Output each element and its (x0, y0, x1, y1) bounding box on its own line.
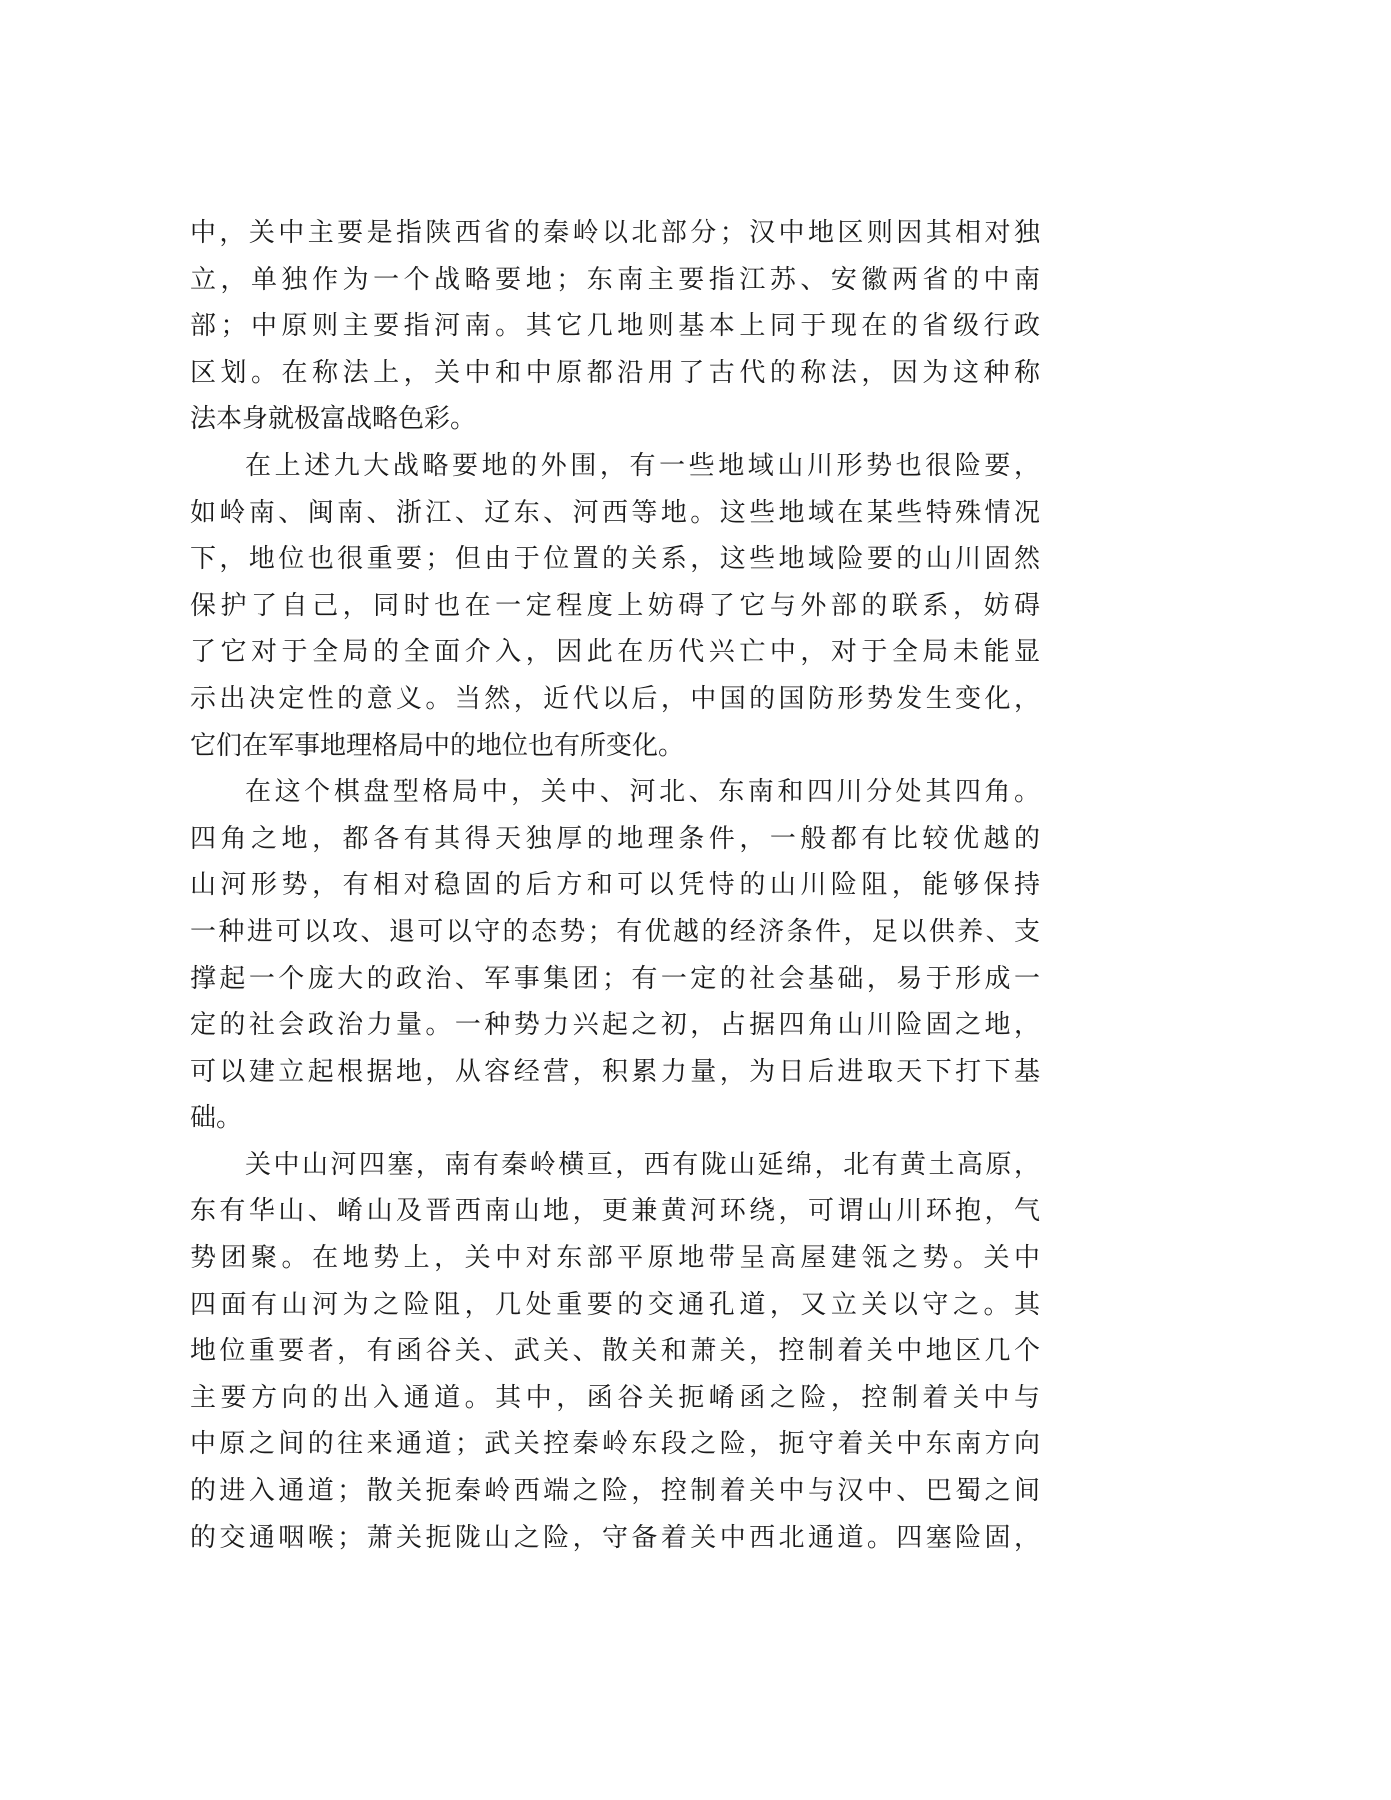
paragraph-first-line: 关中山河四塞，南有秦岭横亘，西有陇山延绵，北有黄土高原， (245, 1149, 1040, 1180)
text-line: 撑起一个庞大的政治、军事集团；有一定的社会基础，易于形成一 (190, 963, 1040, 994)
text-line: 它们在军事地理格局中的地位也有所变化。 (190, 730, 685, 761)
text-line: 的交通咽喉；萧关扼陇山之险，守备着关中西北通道。四塞险固， (190, 1522, 1040, 1553)
text-line: 保护了自己，同时也在一定程度上妨碍了它与外部的联系，妨碍 (190, 590, 1040, 621)
text-line: 地位重要者，有函谷关、武关、散关和萧关，控制着关中地区几个 (190, 1336, 1040, 1367)
text-line: 山河形势，有相对稳固的后方和可以凭恃的山川险阻，能够保持 (190, 870, 1040, 901)
text-line: 立，单独作为一个战略要地；东南主要指江苏、安徽两省的中南 (190, 264, 1040, 295)
body-text (190, 210, 1040, 1561)
text-line: 中，关中主要是指陕西省的秦岭以北部分；汉中地区则因其相对独 (190, 218, 1040, 248)
paragraph-first-line: 在上述九大战略要地的外围，有一些地域山川形势也很险要， (245, 450, 1040, 481)
text-line: 示出决定性的意义。当然，近代以后，中国的国防形势发生变化， (190, 683, 1040, 714)
text-line: 下，地位也很重要；但由于位置的关系，这些地域险要的山川固然 (190, 544, 1040, 575)
text-line: 势团聚。在地势上，关中对东部平原地带呈高屋建瓴之势。关中 (190, 1243, 1040, 1274)
paragraph-first-line: 在这个棋盘型格局中，关中、河北、东南和四川分处其四角。 (245, 777, 1040, 808)
text-line: 东有华山、崤山及晋西南山地，更兼黄河环绕，可谓山川环抱，气 (190, 1196, 1040, 1227)
text-line: 中原之间的往来通道；武关控秦岭东段之险，扼守着关中东南方向 (190, 1429, 1040, 1460)
text-line: 四角之地，都各有其得天独厚的地理条件，一般都有比较优越的 (190, 823, 1040, 854)
text-line: 的进入通道；散关扼秦岭西端之险，控制着关中与汉中、巴蜀之间 (190, 1476, 1040, 1507)
text-line: 部；中原则主要指河南。其它几地则基本上同于现在的省级行政 (190, 311, 1040, 342)
text-line: 如岭南、闽南、浙江、辽东、河西等地。这些地域在某些特殊情况 (190, 497, 1040, 528)
text-line: 础。 (190, 1103, 243, 1134)
text-line: 定的社会政治力量。一种势力兴起之初，占据四角山川险固之地， (190, 1010, 1040, 1041)
text-line: 可以建立起根据地，从容经营，积累力量，为日后进取天下打下基 (190, 1056, 1040, 1087)
text-line: 区划。在称法上，关中和中原都沿用了古代的称法，因为这种称 (190, 357, 1040, 388)
text-line: 一种进可以攻、退可以守的态势；有优越的经济条件，足以供养、支 (190, 916, 1040, 947)
text-line: 四面有山河为之险阻，几处重要的交通孔道，又立关以守之。其 (190, 1289, 1040, 1320)
text-line: 法本身就极富战略色彩。 (190, 404, 477, 435)
text-line: 主要方向的出入通道。其中，函谷关扼崤函之险，控制着关中与 (190, 1382, 1040, 1413)
text-line: 了它对于全局的全面介入，因此在历代兴亡中，对于全局未能显 (190, 637, 1040, 668)
